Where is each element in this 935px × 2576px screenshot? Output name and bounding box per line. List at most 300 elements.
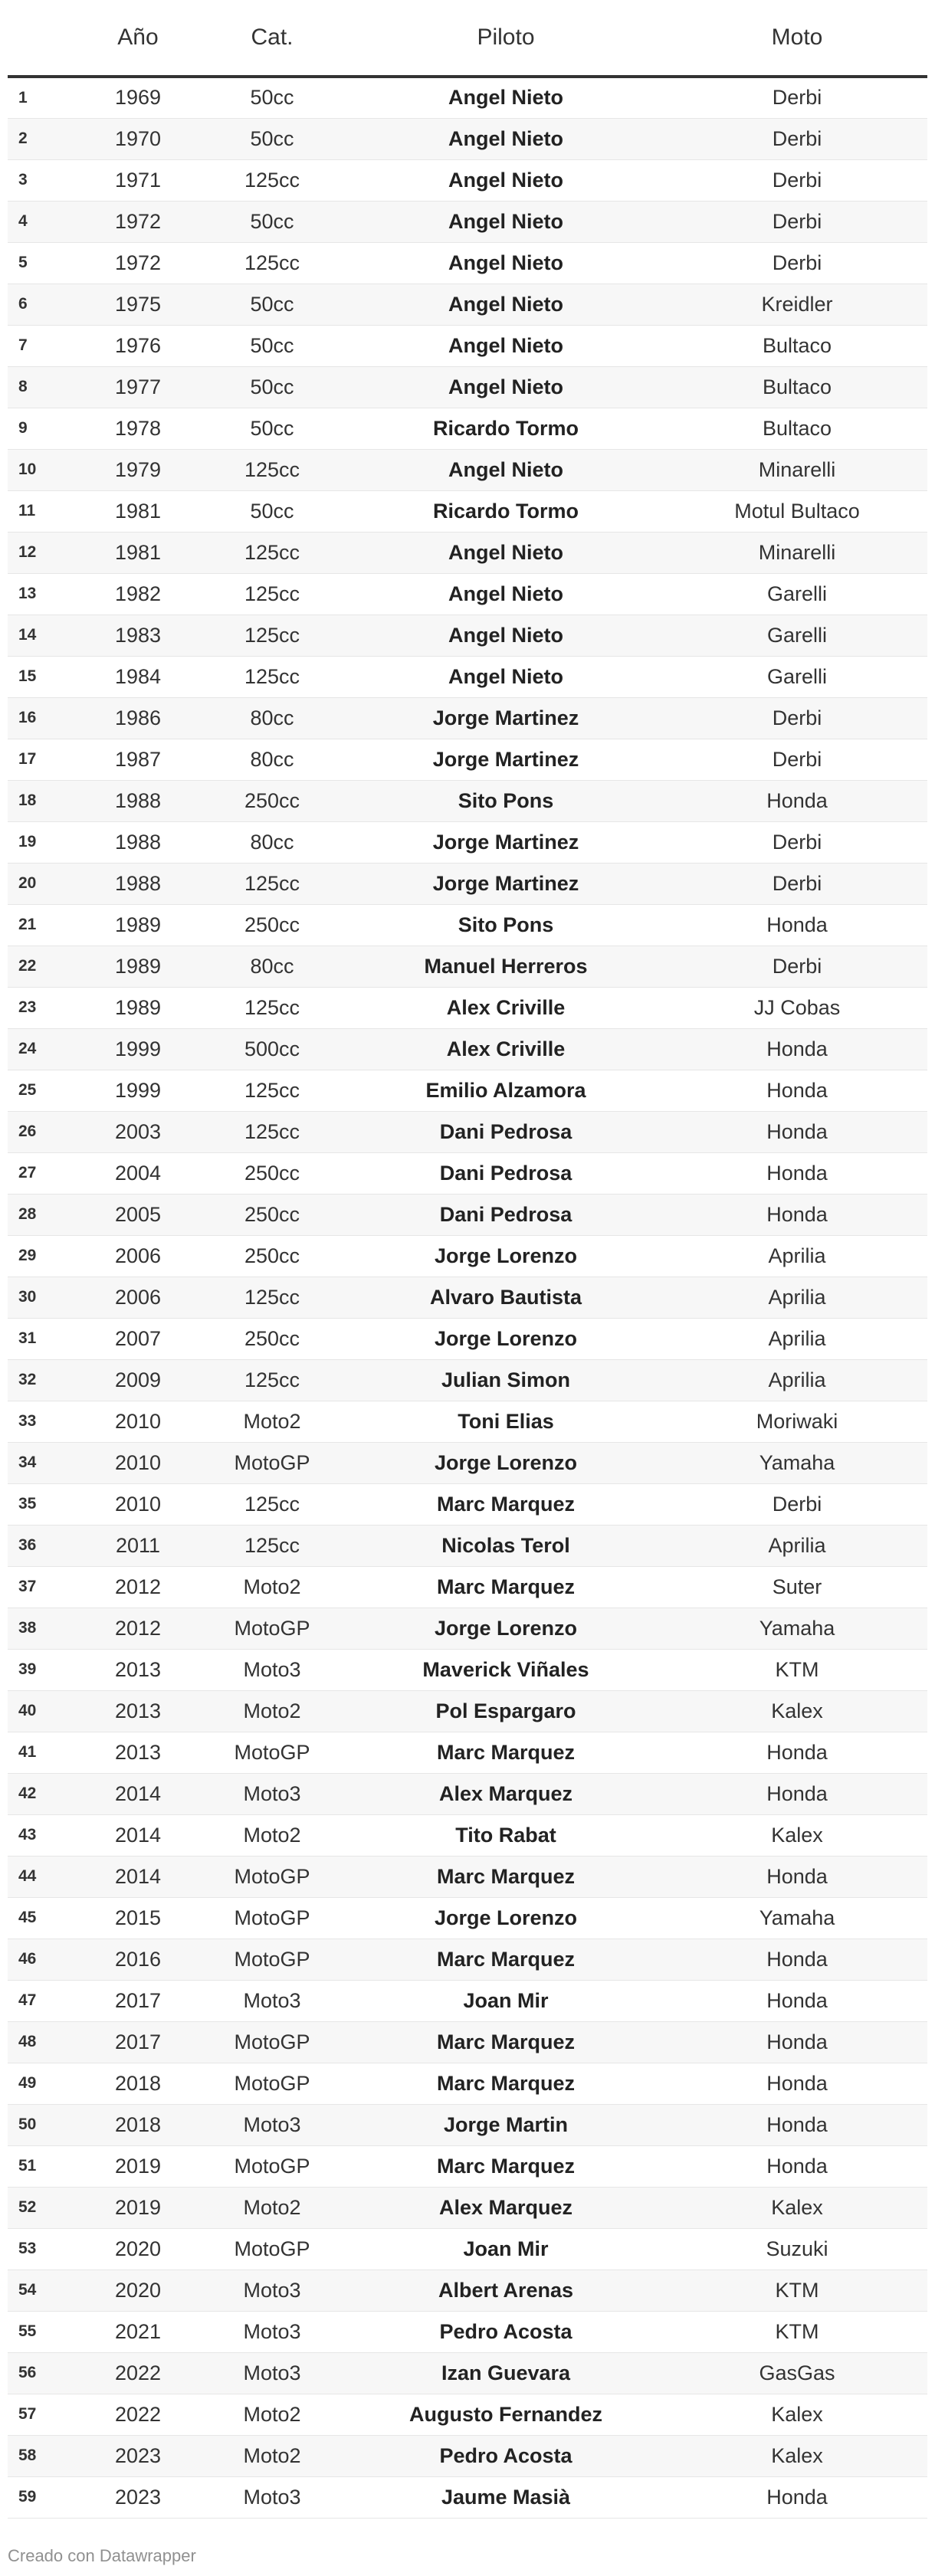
cell-category: 125cc <box>199 1359 345 1401</box>
cell-category: 125cc <box>199 1483 345 1525</box>
cell-year: 2019 <box>77 2187 199 2228</box>
champions-table <box>8 0 927 2519</box>
cell-category: 125cc <box>199 159 345 201</box>
cell-year: 1972 <box>77 242 199 283</box>
cell-bike: JJ Cobas <box>667 987 927 1028</box>
cell-number: 17 <box>8 739 77 780</box>
cell-bike: Suzuki <box>667 2228 927 2270</box>
table-row <box>8 904 927 946</box>
cell-year: 2007 <box>77 1318 199 1359</box>
cell-rider: Albert Arenas <box>345 2270 667 2311</box>
cell-number: 36 <box>8 1525 77 1566</box>
table-row <box>8 1028 927 1070</box>
cell-number: 19 <box>8 821 77 863</box>
cell-bike: Derbi <box>667 159 927 201</box>
cell-category: 50cc <box>199 283 345 325</box>
cell-bike: Derbi <box>667 739 927 780</box>
cell-year: 1977 <box>77 366 199 408</box>
cell-bike: Honda <box>667 2021 927 2063</box>
cell-bike: Bultaco <box>667 366 927 408</box>
cell-number: 37 <box>8 1566 77 1608</box>
cell-bike: Minarelli <box>667 449 927 490</box>
table-row <box>8 2145 927 2187</box>
table-row <box>8 2394 927 2435</box>
cell-year: 2010 <box>77 1401 199 1442</box>
cell-category: 50cc <box>199 366 345 408</box>
datawrapper-credit: Creado con Datawrapper <box>8 2546 196 2565</box>
cell-number: 26 <box>8 1111 77 1152</box>
cell-bike: Honda <box>667 2063 927 2104</box>
table-row <box>8 2352 927 2394</box>
cell-rider: Marc Marquez <box>345 2063 667 2104</box>
cell-rider: Manuel Herreros <box>345 946 667 987</box>
cell-number: 46 <box>8 1939 77 1980</box>
cell-bike: Kalex <box>667 1690 927 1732</box>
cell-rider: Jorge Martin <box>345 2104 667 2145</box>
cell-category: 250cc <box>199 1318 345 1359</box>
cell-category: MotoGP <box>199 1856 345 1897</box>
cell-year: 2014 <box>77 1773 199 1814</box>
header-rider: Piloto <box>345 0 667 77</box>
table-row <box>8 2021 927 2063</box>
cell-category: Moto3 <box>199 1649 345 1690</box>
table-row <box>8 1732 927 1773</box>
cell-bike: Honda <box>667 780 927 821</box>
cell-number: 10 <box>8 449 77 490</box>
cell-number: 16 <box>8 697 77 739</box>
table-row <box>8 615 927 656</box>
cell-rider: Jaume Masià <box>345 2476 667 2518</box>
cell-bike: Honda <box>667 1939 927 1980</box>
cell-year: 2022 <box>77 2352 199 2394</box>
cell-category: 125cc <box>199 1277 345 1318</box>
cell-rider: Nicolas Terol <box>345 1525 667 1566</box>
table-row <box>8 1277 927 1318</box>
cell-number: 57 <box>8 2394 77 2435</box>
cell-year: 2017 <box>77 2021 199 2063</box>
cell-year: 2015 <box>77 1897 199 1939</box>
cell-bike: Honda <box>667 2476 927 2518</box>
cell-bike: Kalex <box>667 2394 927 2435</box>
cell-rider: Joan Mir <box>345 1980 667 2021</box>
table-row <box>8 1359 927 1401</box>
cell-number: 23 <box>8 987 77 1028</box>
cell-category: 80cc <box>199 821 345 863</box>
cell-year: 1981 <box>77 532 199 573</box>
cell-category: 125cc <box>199 1070 345 1111</box>
cell-category: MotoGP <box>199 1732 345 1773</box>
cell-category: 125cc <box>199 656 345 697</box>
cell-number: 20 <box>8 863 77 904</box>
cell-category: 80cc <box>199 697 345 739</box>
cell-bike: Suter <box>667 1566 927 1608</box>
cell-number: 32 <box>8 1359 77 1401</box>
cell-rider: Marc Marquez <box>345 2145 667 2187</box>
cell-category: Moto3 <box>199 2270 345 2311</box>
cell-category: 125cc <box>199 615 345 656</box>
cell-bike: Yamaha <box>667 1897 927 1939</box>
cell-number: 4 <box>8 201 77 242</box>
cell-year: 1988 <box>77 863 199 904</box>
cell-rider: Jorge Martinez <box>345 821 667 863</box>
table-row <box>8 1442 927 1483</box>
cell-year: 2018 <box>77 2063 199 2104</box>
cell-number: 15 <box>8 656 77 697</box>
table-container <box>8 0 927 2519</box>
table-row <box>8 325 927 366</box>
cell-bike: Derbi <box>667 77 927 118</box>
cell-rider: Alex Marquez <box>345 2187 667 2228</box>
cell-bike: Garelli <box>667 573 927 615</box>
cell-number: 5 <box>8 242 77 283</box>
cell-category: Moto3 <box>199 2476 345 2518</box>
cell-category: 125cc <box>199 532 345 573</box>
cell-rider: Angel Nieto <box>345 615 667 656</box>
cell-number: 35 <box>8 1483 77 1525</box>
table-row <box>8 1525 927 1566</box>
cell-bike: Derbi <box>667 242 927 283</box>
cell-rider: Alvaro Bautista <box>345 1277 667 1318</box>
cell-number: 27 <box>8 1152 77 1194</box>
cell-number: 54 <box>8 2270 77 2311</box>
header-category: Cat. <box>199 0 345 77</box>
cell-year: 1969 <box>77 77 199 118</box>
cell-category: 80cc <box>199 946 345 987</box>
cell-year: 1988 <box>77 780 199 821</box>
cell-year: 1970 <box>77 118 199 159</box>
cell-category: 125cc <box>199 987 345 1028</box>
cell-rider: Jorge Lorenzo <box>345 1442 667 1483</box>
cell-number: 59 <box>8 2476 77 2518</box>
cell-bike: Moriwaki <box>667 1401 927 1442</box>
cell-number: 13 <box>8 573 77 615</box>
cell-rider: Angel Nieto <box>345 449 667 490</box>
cell-rider: Pol Espargaro <box>345 1690 667 1732</box>
cell-number: 34 <box>8 1442 77 1483</box>
table-row <box>8 242 927 283</box>
cell-year: 2010 <box>77 1483 199 1525</box>
table-row <box>8 490 927 532</box>
cell-number: 1 <box>8 77 77 118</box>
cell-number: 48 <box>8 2021 77 2063</box>
table-row <box>8 2435 927 2476</box>
cell-bike: Kalex <box>667 1814 927 1856</box>
cell-year: 2013 <box>77 1732 199 1773</box>
cell-bike: Honda <box>667 2145 927 2187</box>
cell-year: 2009 <box>77 1359 199 1401</box>
cell-bike: Honda <box>667 1732 927 1773</box>
cell-category: MotoGP <box>199 1897 345 1939</box>
cell-rider: Marc Marquez <box>345 2021 667 2063</box>
cell-rider: Angel Nieto <box>345 532 667 573</box>
cell-year: 2012 <box>77 1566 199 1608</box>
cell-year: 1971 <box>77 159 199 201</box>
cell-year: 2021 <box>77 2311 199 2352</box>
cell-year: 2013 <box>77 1690 199 1732</box>
table-row <box>8 1939 927 1980</box>
cell-bike: Derbi <box>667 1483 927 1525</box>
cell-number: 7 <box>8 325 77 366</box>
cell-year: 2006 <box>77 1235 199 1277</box>
cell-number: 51 <box>8 2145 77 2187</box>
cell-year: 2022 <box>77 2394 199 2435</box>
cell-category: 250cc <box>199 780 345 821</box>
cell-rider: Dani Pedrosa <box>345 1152 667 1194</box>
cell-category: 50cc <box>199 118 345 159</box>
cell-number: 30 <box>8 1277 77 1318</box>
cell-number: 14 <box>8 615 77 656</box>
cell-number: 31 <box>8 1318 77 1359</box>
table-row <box>8 863 927 904</box>
header-year: Año <box>77 0 199 77</box>
table-row <box>8 1773 927 1814</box>
cell-year: 2014 <box>77 1856 199 1897</box>
cell-category: 50cc <box>199 325 345 366</box>
cell-year: 1982 <box>77 573 199 615</box>
cell-year: 2011 <box>77 1525 199 1566</box>
cell-bike: Honda <box>667 904 927 946</box>
cell-number: 18 <box>8 780 77 821</box>
cell-year: 2006 <box>77 1277 199 1318</box>
cell-category: 50cc <box>199 77 345 118</box>
cell-rider: Augusto Fernandez <box>345 2394 667 2435</box>
cell-number: 50 <box>8 2104 77 2145</box>
cell-bike: Kreidler <box>667 283 927 325</box>
cell-year: 1987 <box>77 739 199 780</box>
cell-number: 41 <box>8 1732 77 1773</box>
cell-number: 6 <box>8 283 77 325</box>
cell-bike: GasGas <box>667 2352 927 2394</box>
cell-bike: Honda <box>667 2104 927 2145</box>
cell-category: MotoGP <box>199 2021 345 2063</box>
cell-rider: Jorge Martinez <box>345 697 667 739</box>
cell-category: Moto3 <box>199 1773 345 1814</box>
table-row <box>8 1649 927 1690</box>
cell-number: 52 <box>8 2187 77 2228</box>
table-row <box>8 159 927 201</box>
cell-bike: Motul Bultaco <box>667 490 927 532</box>
cell-category: 125cc <box>199 1111 345 1152</box>
cell-bike: Honda <box>667 1111 927 1152</box>
cell-rider: Jorge Lorenzo <box>345 1608 667 1649</box>
cell-bike: KTM <box>667 2270 927 2311</box>
cell-year: 1988 <box>77 821 199 863</box>
cell-number: 45 <box>8 1897 77 1939</box>
cell-rider: Angel Nieto <box>345 283 667 325</box>
table-row <box>8 697 927 739</box>
cell-category: 500cc <box>199 1028 345 1070</box>
cell-number: 21 <box>8 904 77 946</box>
cell-bike: Derbi <box>667 118 927 159</box>
cell-bike: Honda <box>667 1773 927 1814</box>
cell-category: Moto3 <box>199 2311 345 2352</box>
cell-rider: Jorge Lorenzo <box>345 1235 667 1277</box>
table-row <box>8 201 927 242</box>
table-row <box>8 987 927 1028</box>
table-row <box>8 1111 927 1152</box>
cell-year: 2005 <box>77 1194 199 1235</box>
cell-category: MotoGP <box>199 2228 345 2270</box>
cell-bike: Honda <box>667 1980 927 2021</box>
cell-bike: Garelli <box>667 656 927 697</box>
cell-bike: Aprilia <box>667 1277 927 1318</box>
cell-rider: Dani Pedrosa <box>345 1111 667 1152</box>
table-row <box>8 2476 927 2518</box>
cell-rider: Alex Criville <box>345 987 667 1028</box>
table-row <box>8 2187 927 2228</box>
cell-category: 250cc <box>199 1194 345 1235</box>
cell-bike: Derbi <box>667 697 927 739</box>
cell-rider: Toni Elias <box>345 1401 667 1442</box>
cell-year: 1976 <box>77 325 199 366</box>
cell-year: 2023 <box>77 2476 199 2518</box>
table-row <box>8 1152 927 1194</box>
table-row <box>8 2104 927 2145</box>
cell-bike: Honda <box>667 1028 927 1070</box>
cell-number: 2 <box>8 118 77 159</box>
table-row <box>8 449 927 490</box>
table-row <box>8 77 927 118</box>
table-row <box>8 1690 927 1732</box>
cell-year: 1989 <box>77 946 199 987</box>
cell-year: 2010 <box>77 1442 199 1483</box>
cell-year: 1989 <box>77 904 199 946</box>
cell-year: 2023 <box>77 2435 199 2476</box>
cell-number: 29 <box>8 1235 77 1277</box>
cell-bike: Honda <box>667 1194 927 1235</box>
cell-rider: Marc Marquez <box>345 1483 667 1525</box>
cell-category: MotoGP <box>199 1939 345 1980</box>
cell-year: 2020 <box>77 2228 199 2270</box>
cell-category: 250cc <box>199 904 345 946</box>
table-row <box>8 821 927 863</box>
table-row <box>8 1897 927 1939</box>
cell-bike: Minarelli <box>667 532 927 573</box>
cell-rider: Izan Guevara <box>345 2352 667 2394</box>
cell-bike: Honda <box>667 1070 927 1111</box>
cell-number: 55 <box>8 2311 77 2352</box>
cell-bike: Bultaco <box>667 325 927 366</box>
cell-rider: Jorge Lorenzo <box>345 1897 667 1939</box>
cell-category: 50cc <box>199 201 345 242</box>
cell-bike: Yamaha <box>667 1608 927 1649</box>
cell-bike: KTM <box>667 1649 927 1690</box>
cell-category: Moto2 <box>199 2187 345 2228</box>
cell-number: 25 <box>8 1070 77 1111</box>
cell-number: 33 <box>8 1401 77 1442</box>
table-row <box>8 2063 927 2104</box>
cell-category: 125cc <box>199 242 345 283</box>
cell-bike: Kalex <box>667 2435 927 2476</box>
table-row <box>8 366 927 408</box>
table-row <box>8 946 927 987</box>
cell-category: MotoGP <box>199 1608 345 1649</box>
cell-rider: Angel Nieto <box>345 573 667 615</box>
cell-category: MotoGP <box>199 2063 345 2104</box>
cell-number: 58 <box>8 2435 77 2476</box>
table-row <box>8 1608 927 1649</box>
cell-category: MotoGP <box>199 2145 345 2187</box>
cell-rider: Alex Criville <box>345 1028 667 1070</box>
cell-bike: Derbi <box>667 863 927 904</box>
cell-category: 250cc <box>199 1235 345 1277</box>
cell-rider: Emilio Alzamora <box>345 1070 667 1111</box>
cell-year: 2016 <box>77 1939 199 1980</box>
cell-year: 1984 <box>77 656 199 697</box>
cell-category: Moto2 <box>199 1566 345 1608</box>
cell-year: 1986 <box>77 697 199 739</box>
cell-bike: Honda <box>667 1152 927 1194</box>
table-row <box>8 1070 927 1111</box>
table-row <box>8 1856 927 1897</box>
table-row <box>8 1483 927 1525</box>
cell-bike: Aprilia <box>667 1525 927 1566</box>
cell-number: 43 <box>8 1814 77 1856</box>
cell-rider: Angel Nieto <box>345 118 667 159</box>
cell-category: Moto2 <box>199 2394 345 2435</box>
cell-category: Moto3 <box>199 1980 345 2021</box>
cell-rider: Alex Marquez <box>345 1773 667 1814</box>
cell-category: 250cc <box>199 1152 345 1194</box>
header-number <box>8 0 77 77</box>
table-row <box>8 780 927 821</box>
cell-number: 44 <box>8 1856 77 1897</box>
cell-bike: Derbi <box>667 821 927 863</box>
table-body <box>8 77 927 2518</box>
table-row <box>8 1318 927 1359</box>
table-row <box>8 2270 927 2311</box>
cell-rider: Pedro Acosta <box>345 2311 667 2352</box>
cell-year: 1981 <box>77 490 199 532</box>
table-row <box>8 1814 927 1856</box>
cell-category: 125cc <box>199 573 345 615</box>
cell-number: 42 <box>8 1773 77 1814</box>
cell-category: 50cc <box>199 490 345 532</box>
cell-category: Moto3 <box>199 2352 345 2394</box>
cell-year: 1975 <box>77 283 199 325</box>
cell-year: 1979 <box>77 449 199 490</box>
cell-rider: Angel Nieto <box>345 159 667 201</box>
cell-bike: Aprilia <box>667 1359 927 1401</box>
cell-rider: Angel Nieto <box>345 242 667 283</box>
table-row <box>8 1401 927 1442</box>
cell-rider: Joan Mir <box>345 2228 667 2270</box>
cell-rider: Tito Rabat <box>345 1814 667 1856</box>
cell-year: 1989 <box>77 987 199 1028</box>
cell-year: 2013 <box>77 1649 199 1690</box>
cell-rider: Angel Nieto <box>345 366 667 408</box>
cell-number: 24 <box>8 1028 77 1070</box>
cell-rider: Jorge Martinez <box>345 863 667 904</box>
table-row <box>8 739 927 780</box>
cell-bike: KTM <box>667 2311 927 2352</box>
cell-rider: Angel Nieto <box>345 325 667 366</box>
cell-year: 1978 <box>77 408 199 449</box>
cell-rider: Marc Marquez <box>345 1732 667 1773</box>
table-row <box>8 408 927 449</box>
cell-category: MotoGP <box>199 1442 345 1483</box>
cell-year: 2020 <box>77 2270 199 2311</box>
cell-year: 1999 <box>77 1070 199 1111</box>
cell-rider: Julian Simon <box>345 1359 667 1401</box>
cell-category: Moto3 <box>199 2104 345 2145</box>
table-row <box>8 573 927 615</box>
cell-rider: Angel Nieto <box>345 656 667 697</box>
cell-year: 2017 <box>77 1980 199 2021</box>
cell-bike: Yamaha <box>667 1442 927 1483</box>
cell-number: 56 <box>8 2352 77 2394</box>
cell-rider: Ricardo Tormo <box>345 408 667 449</box>
